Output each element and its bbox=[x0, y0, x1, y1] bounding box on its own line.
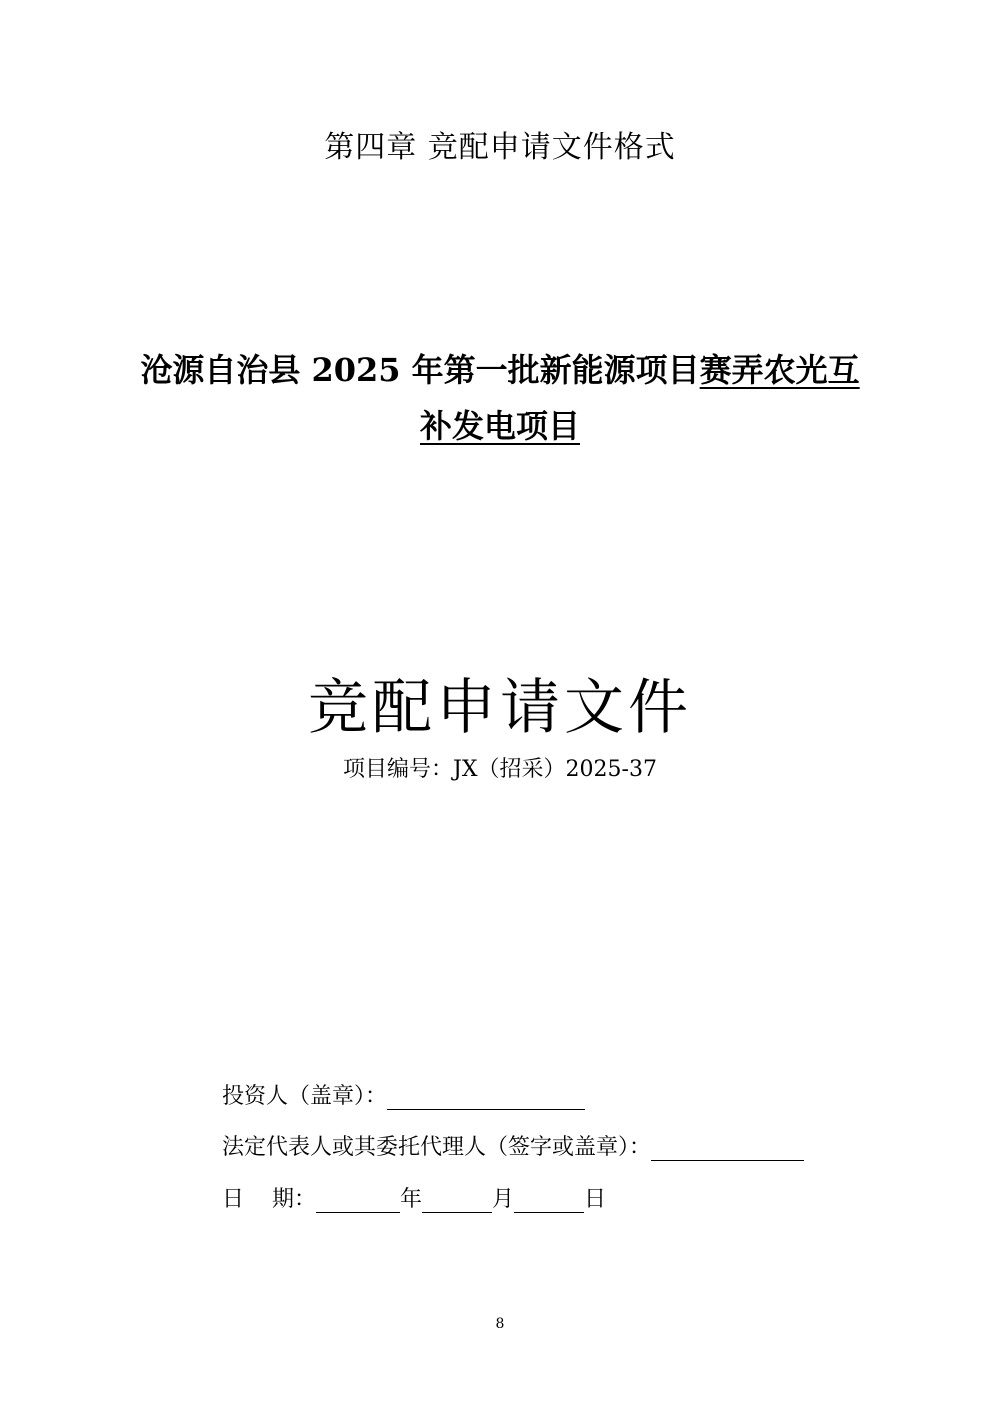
project-number bbox=[0, 754, 1000, 786]
project-name-part1: 沧源自治县 2025 年第一批新能源项目 bbox=[140, 351, 700, 389]
day-label: 日 bbox=[584, 1187, 607, 1212]
month-label: 月 bbox=[492, 1187, 515, 1212]
date-line bbox=[222, 1185, 606, 1215]
project-name-part2: 赛弄农光互补发电项目 bbox=[419, 351, 860, 445]
representative-signature-blank[interactable] bbox=[651, 1136, 804, 1161]
date-label: 日 期： bbox=[222, 1187, 316, 1212]
project-number-value: JX（招采）2025-37 bbox=[453, 757, 657, 782]
month-blank[interactable] bbox=[422, 1188, 492, 1213]
page-number: 8 bbox=[495, 1316, 505, 1332]
document-title: 竞配申请文件 bbox=[308, 673, 692, 743]
chapter-title: 第四章 竞配申请文件格式 bbox=[324, 130, 676, 165]
investor-line bbox=[222, 1082, 585, 1112]
investor-seal-blank[interactable] bbox=[387, 1085, 585, 1110]
representative-label: 法定代表人或其委托代理人（签字或盖章）： bbox=[222, 1135, 652, 1160]
year-label: 年 bbox=[399, 1187, 422, 1212]
year-blank[interactable] bbox=[316, 1188, 400, 1213]
project-number-label: 项目编号： bbox=[343, 757, 454, 782]
day-blank[interactable] bbox=[514, 1188, 584, 1213]
project-name bbox=[130, 342, 870, 454]
representative-line bbox=[222, 1133, 804, 1163]
investor-label: 投资人（盖章）： bbox=[222, 1084, 388, 1109]
